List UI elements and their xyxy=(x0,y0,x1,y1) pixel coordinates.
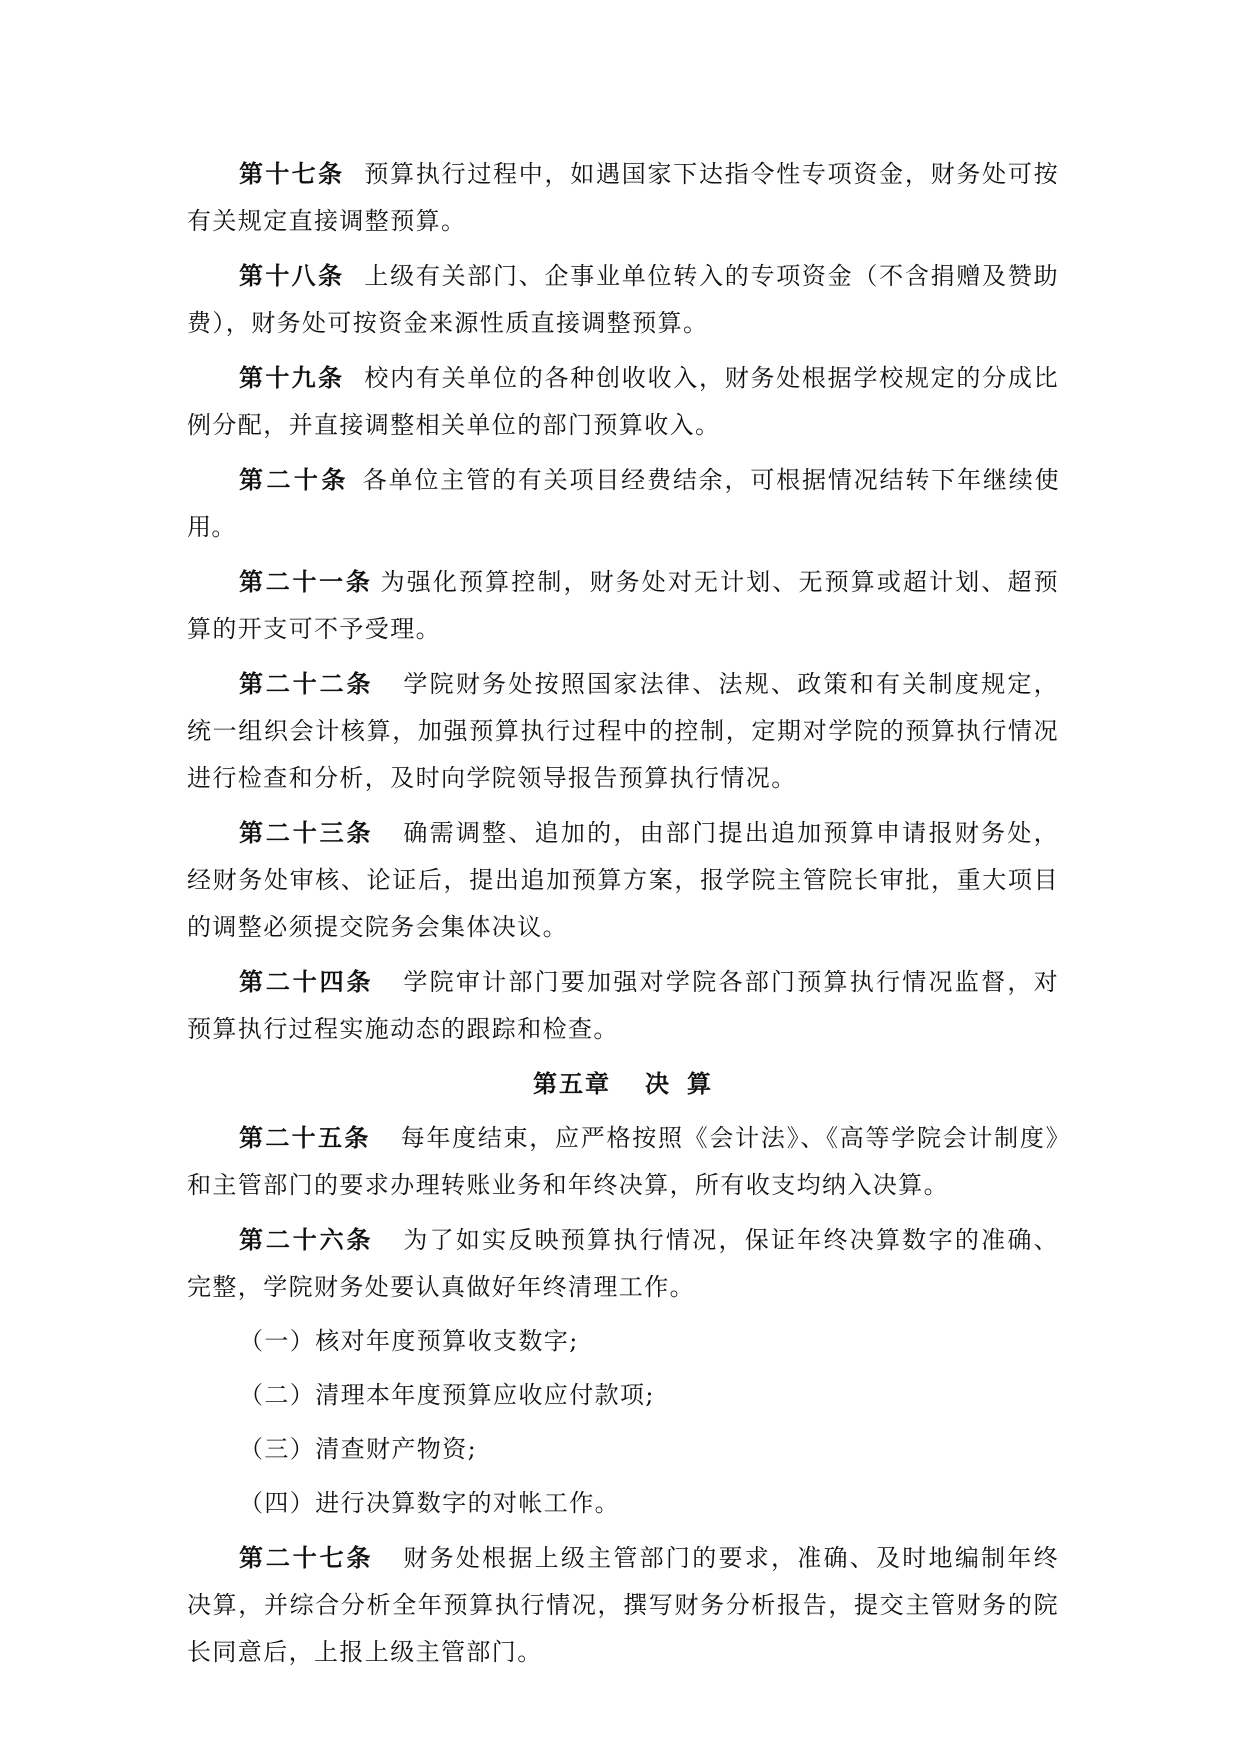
article-25 xyxy=(187,1114,1059,1209)
article-text: 各单位主管的有关项目经费结余，可根据情况结转下年继续使用。 xyxy=(187,466,1059,541)
article-21 xyxy=(187,558,1059,653)
article-label: 第二十五条 xyxy=(239,1123,371,1152)
article-text: 学院审计部门要加强对学院各部门预算执行情况监督，对预算执行过程实施动态的跟踪和检查。 xyxy=(187,968,1060,1043)
article-text: 财务处根据上级主管部门的要求，准确、及时地编制年终决算，并综合分析全年预算执行情况，撰写财务分析报告，提交主管财务的院长同意后，上报上级主管部门。 xyxy=(187,1544,1060,1666)
chapter-heading xyxy=(187,1060,1059,1107)
list-item: （二）清理本年度预算应收应付款项; xyxy=(239,1381,655,1409)
chapter-title-char: 算 xyxy=(687,1069,713,1098)
article-text: 每年度结束，应严格按照《会计法》、《高等学院会计制度》和主管部门的要求办理转账业务和年终决算，所有收支均纳入决算。 xyxy=(187,1124,1059,1199)
article-text: 确需调整、追加的，由部门提出追加预算申请报财务处，经财务处审核、论证后，提出追加预算方案，报学院主管院长审批，重大项目的调整必须提交院务会集体决议。 xyxy=(187,819,1060,941)
chapter-number: 第五章 xyxy=(533,1069,611,1098)
document-body xyxy=(187,150,1059,1683)
article-text: 预算执行过程中，如遇国家下达指令性专项资金，财务处可按有关规定直接调整预算。 xyxy=(187,160,1059,235)
article-text: 为强化预算控制，财务处对无计划、无预算或超计划、超预算的开支可不予受理。 xyxy=(187,568,1060,643)
article-17 xyxy=(187,150,1059,245)
article-label: 第十七条 xyxy=(239,159,345,188)
article-label: 第十八条 xyxy=(239,261,345,290)
article-20 xyxy=(187,456,1059,551)
article-19 xyxy=(187,354,1059,449)
article-label: 第二十四条 xyxy=(239,967,374,996)
article-18 xyxy=(187,252,1059,347)
article-label: 第二十三条 xyxy=(239,818,374,847)
list-item: （四）进行决算数字的对帐工作。 xyxy=(239,1489,620,1517)
list-item: （三）清查财产物资; xyxy=(239,1435,478,1463)
article-26 xyxy=(187,1216,1059,1311)
article-27 xyxy=(187,1534,1059,1676)
article-23 xyxy=(187,809,1059,951)
article-text: 上级有关部门、企事业单位转入的专项资金（不含捐赠及赞助费），财务处可按资金来源性质直接调整预算。 xyxy=(187,262,1059,337)
article-text: 校内有关单位的各种创收收入，财务处根据学校规定的分成比例分配，并直接调整相关单位的部门预算收入。 xyxy=(187,364,1059,439)
article-label: 第二十二条 xyxy=(239,669,374,698)
article-label: 第二十七条 xyxy=(239,1543,374,1572)
article-24 xyxy=(187,958,1059,1053)
article-label: 第二十一条 xyxy=(239,567,373,596)
article-text: 学院财务处按照国家法律、法规、政策和有关制度规定，统一组织会计核算，加强预算执行过程中的控制，定期对学院的预算执行情况进行检查和分析，及时向学院领导报告预算执行情况。 xyxy=(187,670,1060,792)
article-22 xyxy=(187,660,1059,802)
list-item: （一）核对年度预算收支数字; xyxy=(239,1327,579,1355)
chapter-title-char: 决 xyxy=(645,1069,671,1098)
article-text: 为了如实反映预算执行情况，保证年终决算数字的准确、完整，学院财务处要认真做好年终清理工作。 xyxy=(187,1226,1060,1301)
article-label: 第二十条 xyxy=(239,465,349,494)
article-label: 第二十六条 xyxy=(239,1225,374,1254)
article-label: 第十九条 xyxy=(239,363,345,392)
